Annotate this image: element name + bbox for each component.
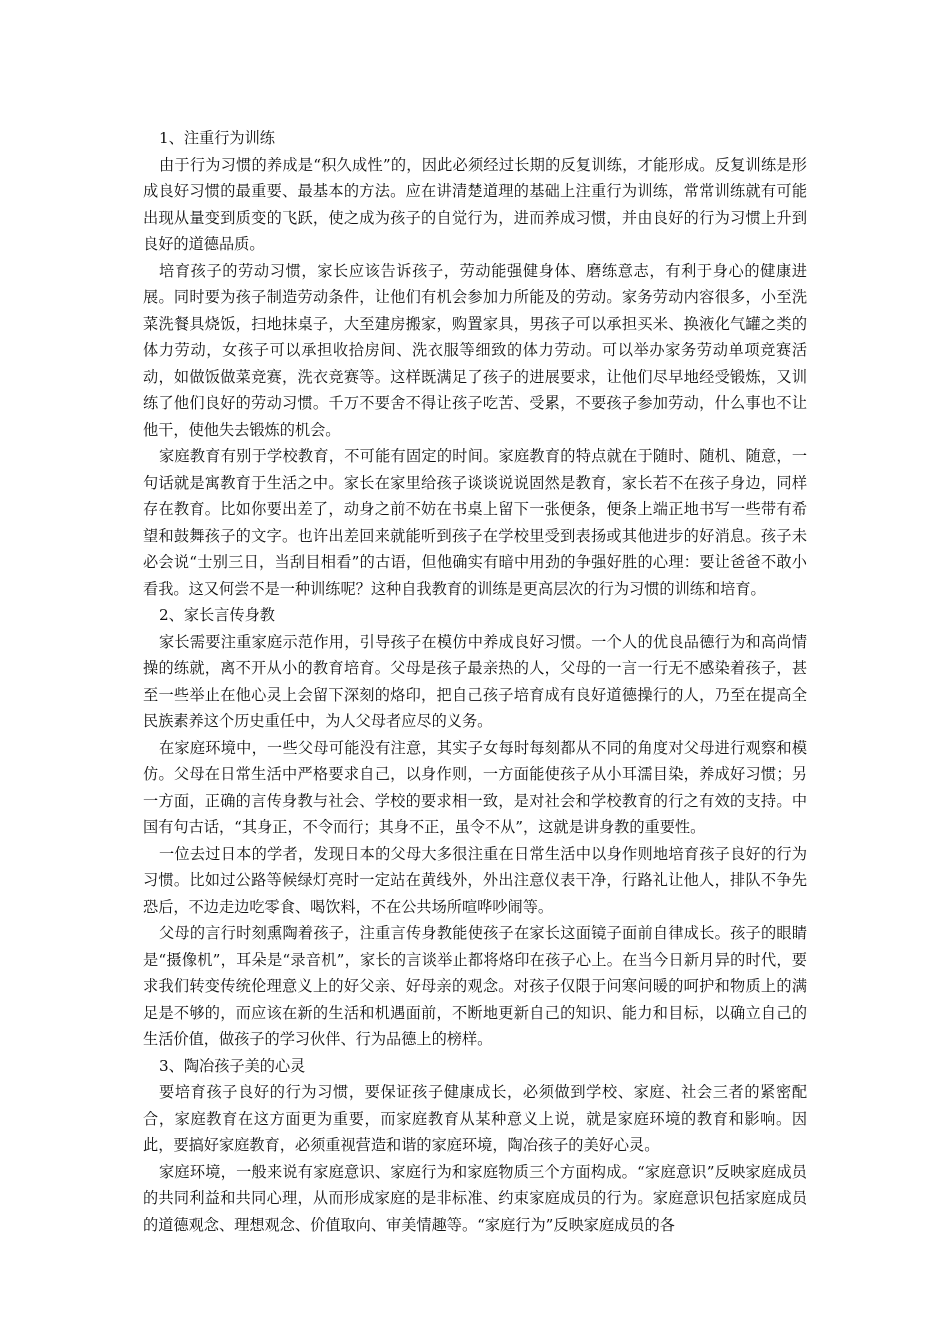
body-paragraph: 一位去过日本的学者，发现日本的父母大多很注重在日常生活中以身作则地培育孩子良好的行为习惯。比如过公路等候绿灯亮时一定站在黄线外，外出注意仪表干净，行路礼让他人，排队不争先恐后，不边走边吃零食、喝饮料，不在公共场所喧哗吵闹等。 [143, 844, 807, 916]
body-paragraph: 家庭教育有别于学校教育，不可能有固定的时间。家庭教育的特点就在于随时、随机、随意，一句话就是寓教育于生活之中。家长在家里给孩子谈谈说说固然是教育，家长若不在孩子身边，同样存在教育。比如你要出差了，动身之前不妨在书桌上留下一张便条，便条上端正地书写一些带有希望和鼓舞孩子的文字。也许出差回来就能听到孩子在学校里受到表扬或其他进步的好消息。孩子未必会说“士别三日，当刮目相看”的古语，但他确实有暗中用劲的争强好胜的心理：要让爸爸不敢小看我。这又何尝不是一种训练呢？这种自我教育的训练是更高层次的行为习惯的训练和培育。 [143, 447, 807, 598]
body-paragraph: 要培育孩子良好的行为习惯，要保证孩子健康成长，必须做到学校、家庭、社会三者的紧密配合，家庭教育在这方面更为重要，而家庭教育从某种意义上说，就是家庭环境的教育和影响。因此，要搞好家庭教育，必须重视营造和谐的家庭环境，陶冶孩子的美好心灵。 [143, 1083, 807, 1154]
body-paragraph: 家庭环境，一般来说有家庭意识、家庭行为和家庭物质三个方面构成。“家庭意识”反映家庭成员的共同利益和共同心理，从而形成家庭的是非标准、约束家庭成员的行为。家庭意识包括家庭成员的道德观念、理想观念、价值取向、审美情趣等。“家庭行为”反映家庭成员的各 [143, 1162, 807, 1234]
body-paragraph: 培育孩子的劳动习惯，家长应该告诉孩子，劳动能强健身体、磨练意志，有利于身心的健康进展。同时要为孩子制造劳动条件，让他们有机会参加力所能及的劳动。家务劳动内容很多，小至洗菜洗餐具烧饭，扫地抹桌子，大至建房搬家，购置家具，男孩子可以承担买米、换液化气罐之类的体力劳动，女孩子可以承担收拾房间、洗衣服等细致的体力劳动。可以举办家务劳动单项竞赛活动，如做饭做菜竞赛，洗衣竞赛等。这样既满足了孩子的进展要求，让他们尽早地经受锻炼，又训练了他们良好的劳动习惯。千万不要舍不得让孩子吃苦、受累，不要孩子参加劳动，什么事也不让他干，使他失去锻炼的机会。 [143, 261, 807, 439]
body-paragraph: 家长需要注重家庭示范作用，引导孩子在模仿中养成良好习惯。一个人的优良品德行为和高尚情操的练就，离不开从小的教育培育。父母是孩子最亲热的人，父母的一言一行无不感染着孩子，甚至一些举止在他心灵上会留下深刻的烙印，把自己孩子培育成有良好道德操行的人，乃至在提高全民族素养这个历史重任中，为人父母者应尽的义务。 [143, 632, 807, 730]
body-paragraph: 父母的言行时刻熏陶着孩子，注重言传身教能使孩子在家长这面镜子面前自律成长。孩子的眼睛是“摄像机”，耳朵是“录音机”，家长的言谈举止都将烙印在孩子心上。在当今日新月异的时代，要求我们转变传统伦理意义上的好父亲、好母亲的观念。对孩子仅限于问寒问暖的呵护和物质上的满足是不够的，而应该在新的生活和机遇面前，不断地更新自己的知识、能力和目标，以确立自己的生活价值，做孩子的学习伙伴、行为品德上的榜样。 [143, 924, 807, 1048]
section-heading: 2、家长言传身教 [159, 606, 275, 624]
body-paragraph: 由于行为习惯的养成是“积久成性”的，因此必须经过长期的反复训练，才能形成。反复训练是形成良好习惯的最重要、最基本的方法。应在讲清楚道理的基础上注重行为训练，常常训练就有可能出现从量变到质变的飞跃，使之成为孩子的自觉行为，进而养成习惯，并由良好的行为习惯上升到良好的道德品质。 [143, 155, 807, 253]
section-heading: 3、陶冶孩子美的心灵 [159, 1056, 306, 1075]
body-paragraph: 在家庭环境中，一些父母可能没有注意，其实子女每时每刻都从不同的角度对父母进行观察和模仿。父母在日常生活中严格要求自己，以身作则，一方面能使孩子从小耳濡目染，养成好习惯；另一方面，正确的言传身教与社会、学校的要求相一致，是对社会和学校教育的行之有效的支持。中国有句古话，“其身正，不令而行；其身不正，虽令不从”，这就是讲身教的重要性。 [143, 738, 807, 836]
document-body [143, 125, 807, 1238]
section-heading: 1、注重行为训练 [159, 129, 275, 147]
